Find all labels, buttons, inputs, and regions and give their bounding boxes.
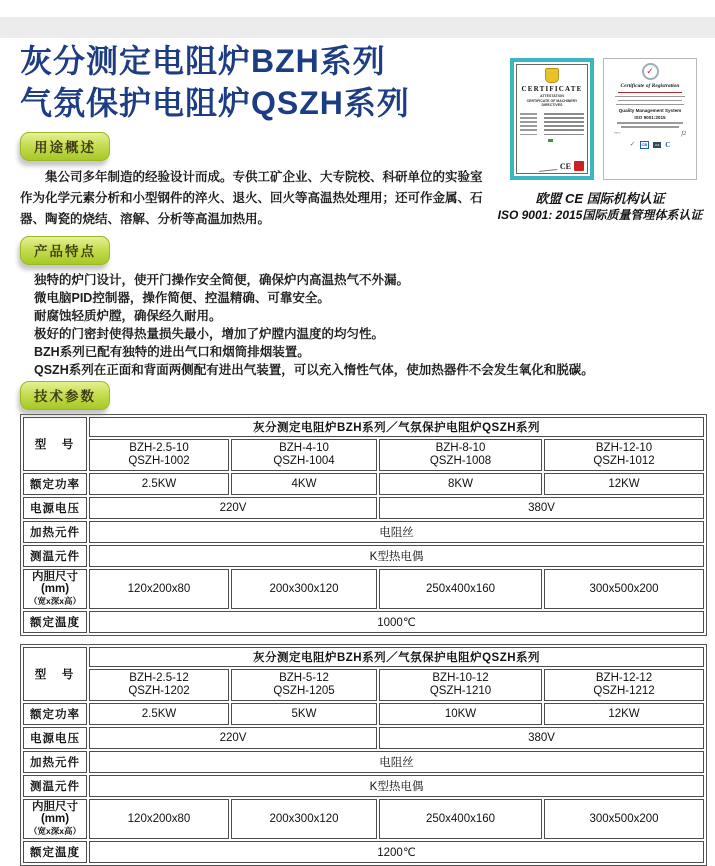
sensor-row [23,775,704,797]
ce-mark: CE [559,162,571,171]
red-stamp-icon [574,161,584,171]
ce-certificate-title: CERTIFICATE [521,85,583,93]
chamber-value: 250x400x160 [379,799,542,839]
chamber-value: 200x300x120 [231,799,377,839]
quality-system-label: Quality Management System [618,108,682,114]
model-cell [231,439,377,471]
iso-certificate-image [603,58,697,180]
model-row [23,439,704,471]
voltage-value: 220V [89,497,377,519]
power-row [23,703,704,725]
usage-paragraph: 集公司多年制造的经验设计而成。专供工矿企业、大专院校、科研单位的实验室作为化学元素分析和小型钢件的淬火、退火、回火等高温热处理用；还可作金属、石器、陶瓷的烧结、溶解、分析等高温加热用。 [20,170,483,226]
power-value: 2.5KW [89,473,229,495]
voltage-value: 380V [379,727,704,749]
temp-value: 1200℃ [89,841,704,863]
model-column-header: 型 号 [23,647,87,701]
feature-item: 极好的门密封使得热量损失最小，增加了炉膛内温度的均匀性。 [34,327,385,341]
row-label: 额定功率 [23,703,87,725]
text-line-placeholder [616,104,683,106]
model-bzh: BZH-8-10 [435,441,486,454]
row-label: 加热元件 [23,521,87,543]
ce-certificate-subtitle-line2: CERTIFICATE OF MACHINERY DIRECTIVES [526,98,578,107]
model-column-header: 型 号 [23,417,87,471]
cb-logo-icon: CB [641,142,648,148]
table-series-header: 灰分测定电阻炉BZH系列／气氛保护电阻炉QSZH系列 [89,647,704,667]
heating-row [23,521,704,543]
voltage-row [23,727,704,749]
model-row [23,669,704,701]
model-cell [231,669,377,701]
text-line-placeholder [544,125,584,127]
voltage-value: 380V [379,497,704,519]
chamber-row [23,799,704,839]
text-line-placeholder [520,117,537,119]
tuv-logo-icon: ✓ [642,63,659,80]
feature-item: 耐腐蚀轻质炉膛，确保经久耐用。 [34,309,222,323]
chamber-value: 200x300x120 [231,569,377,609]
feature-item: QSZH系列在正面和背面两侧配有进出气装置，可以充入惰性气体，使加热器件不会发生氧化和脱碳。 [34,363,594,377]
text-line-placeholder [520,134,537,136]
power-value: 12KW [544,473,704,495]
text-line-placeholder [520,125,537,127]
usage-section-badge: 用途概述 [20,132,110,161]
chamber-value: 250x400x160 [379,569,542,609]
text-line-placeholder [520,121,537,123]
chamber-value: 120x200x80 [89,569,229,609]
chamber-label-line2: （宽x深x高） [29,596,81,606]
certificate-text-placeholder-rows [520,111,584,138]
specs-section [20,381,705,410]
power-value: 10KW [379,703,542,725]
iso-signatures-row [614,131,686,137]
signature-scribble: ~~ [613,130,621,137]
feature-item: 微电脑PID控制器，操作简便、控温精确、可靠安全。 [34,291,330,305]
temp-row [23,841,704,863]
text-line-placeholder [520,129,537,131]
row-label: 额定温度 [23,611,87,633]
accreditation-logos-row [630,141,671,149]
sensor-value: K型热电偶 [89,775,704,797]
chamber-row [23,569,704,609]
power-value: 5KW [231,703,377,725]
chamber-value: 300x500x200 [544,799,704,839]
model-cell [379,669,542,701]
row-label: 电源电压 [23,727,87,749]
feature-item: 独特的炉门设计，使开门操作安全简便，确保炉内高温热气不外漏。 [34,273,410,287]
caption-ce-line: 欧盟 CE 国际机构认证 [535,191,665,206]
green-logo-icon [548,139,553,142]
model-bzh: BZH-2.5-10 [129,441,189,454]
ce-certificate-image [510,58,594,180]
model-cell [544,439,704,471]
ce-certificate-subtitle-line1: ATTESTATION [540,94,564,98]
sensor-value: K型热电偶 [89,545,704,567]
ce-certificate-subtitle [520,94,584,108]
text-line-placeholder [618,100,682,102]
text-line-placeholder [617,122,683,124]
model-qszh: QSZH-1212 [593,685,655,697]
model-bzh: BZH-2.5-12 [129,671,189,684]
page-title-line2: 气氛保护电阻炉QSZH系列 [20,85,410,121]
temp-row [23,611,704,633]
model-qszh: QSZH-1002 [128,455,190,467]
model-cell [379,439,542,471]
model-cell [89,669,229,701]
gold-emblem-icon [545,68,559,83]
spec-table-1000c [20,414,707,636]
sensor-row [23,545,704,567]
blue-check-logo-icon: ✓ [629,141,636,149]
certificate-text-placeholder-rows [609,120,691,128]
temp-value: 1000℃ [89,611,704,633]
model-bzh: BZH-5-12 [279,671,329,684]
voltage-value: 220V [89,727,377,749]
heating-value: 电阻丝 [89,521,704,543]
iso-standard-label: ISO 9001:2015 [634,114,666,120]
row-label: 额定温度 [23,841,87,863]
row-label: 电源电压 [23,497,87,519]
model-qszh: QSZH-1202 [128,685,190,697]
text-line-placeholder [621,126,678,128]
text-line-placeholder [544,117,584,119]
chamber-label-line1: 内胆尺寸(mm) [32,571,78,595]
features-section-badge: 产品特点 [20,236,110,265]
model-qszh: QSZH-1008 [429,455,492,467]
ce-certificate-inner [516,64,588,174]
model-bzh: BZH-4-10 [279,441,329,454]
page-title-line1: 灰分测定电阻炉BZH系列 [20,43,386,79]
model-bzh: BZH-12-10 [595,441,653,454]
signature-scribble: f2 [681,130,687,137]
power-row [23,473,704,495]
chamber-label-line1: 内胆尺寸(mm) [32,801,78,825]
text-line-placeholder [544,113,584,115]
certificates-caption [485,190,715,224]
model-qszh: QSZH-1210 [429,685,492,697]
power-value: 12KW [544,703,704,725]
spec-table-1200c [20,644,707,866]
table-series-header: 灰分测定电阻炉BZH系列／气氛保护电阻炉QSZH系列 [89,417,704,437]
row-label [23,569,87,609]
text-line-placeholder [544,134,584,136]
text-line-placeholder [544,121,584,123]
chamber-label-line2: （宽x深x高） [29,826,81,836]
row-label: 测温元件 [23,545,87,567]
signature-scribble [539,164,558,172]
power-value: 2.5KW [89,703,229,725]
feature-item: BZH系列已配有独特的进出气口和烟筒排烟装置。 [34,345,310,359]
model-bzh: BZH-12-12 [595,671,653,684]
caption-iso-line: ISO 9001: 2015国际质量管理体系认证 [497,208,703,222]
model-bzh: BZH-10-12 [432,671,489,684]
chamber-value: 120x200x80 [89,799,229,839]
row-label [23,799,87,839]
text-line-placeholder [544,129,584,131]
row-label: 加热元件 [23,751,87,773]
text-line-placeholder [615,96,685,98]
c-logo-icon: C [665,140,671,149]
certificates-block [497,58,712,224]
iaf-logo-icon: IAF [654,142,660,147]
row-label: 额定功率 [23,473,87,495]
chamber-value: 300x500x200 [544,569,704,609]
model-qszh: QSZH-1004 [273,455,335,467]
power-value: 4KW [231,473,377,495]
features-section [20,236,705,265]
model-qszh: QSZH-1012 [593,455,655,467]
certificate-images-row [510,58,712,180]
features-list [34,271,705,379]
model-qszh: QSZH-1205 [273,685,335,697]
voltage-row [23,497,704,519]
heating-value: 电阻丝 [89,751,704,773]
model-cell [544,669,704,701]
model-cell [89,439,229,471]
iso-certificate-title: Certificate of Registration [620,83,680,89]
ce-certificate-footer [520,161,584,171]
heating-row [23,751,704,773]
power-value: 8KW [379,473,542,495]
text-line-placeholder [520,113,537,115]
row-label: 测温元件 [23,775,87,797]
certificate-text-placeholder-rows [609,93,691,105]
specs-section-badge: 技术参数 [20,381,110,410]
